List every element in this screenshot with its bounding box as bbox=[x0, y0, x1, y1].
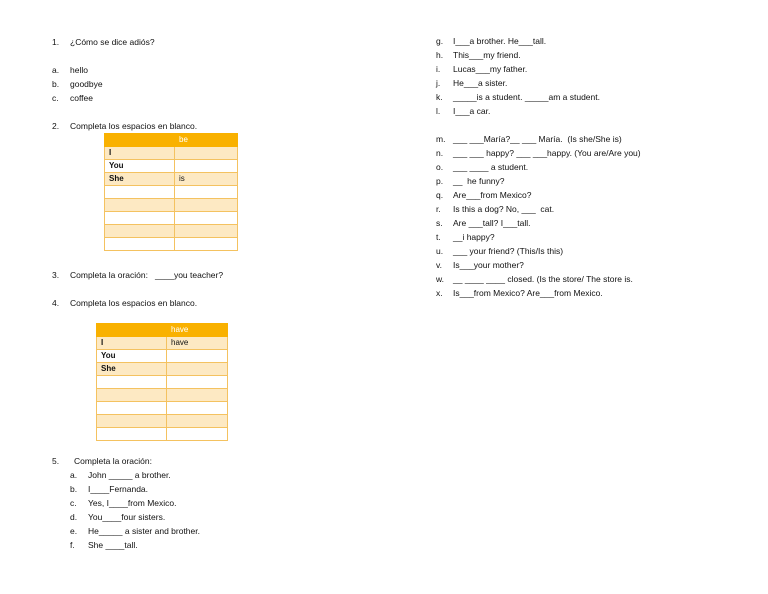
table-header-cell bbox=[97, 324, 167, 337]
question-number: 3. bbox=[52, 270, 60, 280]
item-text: I___a brother. He___tall. bbox=[453, 36, 547, 46]
sentence-item-u bbox=[436, 246, 563, 257]
table-row bbox=[97, 389, 228, 402]
sentence-item-c bbox=[70, 498, 177, 509]
pronoun-cell: You bbox=[105, 160, 175, 173]
question-text: Completa la oración: bbox=[74, 456, 152, 466]
answer-cell[interactable] bbox=[167, 350, 228, 363]
answer-cell[interactable] bbox=[167, 415, 228, 428]
sentence-item-b bbox=[70, 484, 148, 495]
have-conjugation-table bbox=[96, 323, 228, 441]
option-c bbox=[52, 93, 93, 104]
sentence-item-a bbox=[70, 470, 171, 481]
answer-cell[interactable] bbox=[167, 376, 228, 389]
answer-cell[interactable] bbox=[167, 402, 228, 415]
table-header-row bbox=[97, 324, 228, 337]
table-row bbox=[97, 363, 228, 376]
item-letter: i. bbox=[436, 64, 441, 74]
answer-cell[interactable] bbox=[175, 225, 238, 238]
table-row bbox=[97, 428, 228, 441]
item-text: Is___your mother? bbox=[453, 260, 524, 270]
item-text: Yes, I____from Mexico. bbox=[88, 498, 177, 508]
item-letter: s. bbox=[436, 218, 443, 228]
item-letter: d. bbox=[70, 512, 78, 522]
pronoun-cell[interactable] bbox=[105, 238, 175, 251]
answer-cell[interactable] bbox=[167, 363, 228, 376]
item-text: Are ___tall? I___tall. bbox=[453, 218, 531, 228]
answer-cell[interactable] bbox=[175, 199, 238, 212]
question-text: ¿Cómo se dice adiós? bbox=[70, 37, 155, 47]
item-text: This___my friend. bbox=[453, 50, 521, 60]
question-2 bbox=[52, 121, 197, 132]
answer-cell[interactable] bbox=[175, 160, 238, 173]
question-text: Completa los espacios en blanco. bbox=[70, 298, 198, 308]
pronoun-cell[interactable] bbox=[97, 389, 167, 402]
answer-cell[interactable] bbox=[175, 147, 238, 160]
table-header-row bbox=[105, 134, 238, 147]
question-number: 2. bbox=[52, 121, 60, 131]
option-b bbox=[52, 79, 103, 90]
table-row bbox=[97, 376, 228, 389]
sentence-item-h bbox=[436, 50, 521, 61]
item-letter: c. bbox=[70, 498, 77, 508]
item-text: Lucas___my father. bbox=[453, 64, 528, 74]
item-letter: l. bbox=[436, 106, 441, 116]
item-text: John _____ a brother. bbox=[88, 470, 171, 480]
item-text: __ he funny? bbox=[453, 176, 505, 186]
sentence-item-s bbox=[436, 218, 531, 229]
table-row bbox=[105, 225, 238, 238]
question-5 bbox=[52, 456, 152, 467]
table-row bbox=[97, 415, 228, 428]
sentence-item-p bbox=[436, 176, 505, 187]
sentence-item-l bbox=[436, 106, 490, 117]
option-letter: c. bbox=[52, 93, 59, 103]
table-header-cell: have bbox=[167, 324, 228, 337]
item-letter: o. bbox=[436, 162, 444, 172]
table-row bbox=[105, 160, 238, 173]
answer-cell[interactable]: is bbox=[175, 173, 238, 186]
sentence-item-e bbox=[70, 526, 200, 537]
question-text: Completa los espacios en blanco. bbox=[70, 121, 198, 131]
sentence-item-m bbox=[436, 134, 622, 145]
sentence-item-v bbox=[436, 260, 524, 271]
question-1 bbox=[52, 37, 155, 48]
item-text: ___ ____ a student. bbox=[453, 162, 529, 172]
item-text: __i happy? bbox=[453, 232, 495, 242]
pronoun-cell: I bbox=[105, 147, 175, 160]
pronoun-cell[interactable] bbox=[97, 402, 167, 415]
item-letter: x. bbox=[436, 288, 443, 298]
item-letter: f. bbox=[70, 540, 75, 550]
item-text: He_____ a sister and brother. bbox=[88, 526, 200, 536]
question-text: Completa la oración: ____you teacher? bbox=[70, 270, 224, 280]
option-text: goodbye bbox=[70, 79, 103, 89]
sentence-item-q bbox=[436, 190, 531, 201]
table-row bbox=[105, 173, 238, 186]
question-number: 1. bbox=[52, 37, 60, 47]
item-text: I____Fernanda. bbox=[88, 484, 149, 494]
sentence-item-n bbox=[436, 148, 641, 159]
pronoun-cell: You bbox=[97, 350, 167, 363]
pronoun-cell: She bbox=[105, 173, 175, 186]
answer-cell[interactable] bbox=[175, 186, 238, 199]
sentence-item-w bbox=[436, 274, 633, 285]
sentence-item-i bbox=[436, 64, 527, 75]
sentence-item-d bbox=[70, 512, 165, 523]
item-text: __ ____ ____ closed. (Is the store/ The store is. bbox=[453, 274, 633, 284]
answer-cell[interactable]: have bbox=[167, 337, 228, 350]
table-row bbox=[97, 402, 228, 415]
item-letter: g. bbox=[436, 36, 444, 46]
sentence-item-o bbox=[436, 162, 528, 173]
item-text: ___ your friend? (This/Is this) bbox=[453, 246, 564, 256]
sentence-item-t bbox=[436, 232, 495, 243]
item-text: You____four sisters. bbox=[88, 512, 166, 522]
table-row bbox=[105, 199, 238, 212]
sentence-item-g bbox=[436, 36, 546, 47]
answer-cell[interactable] bbox=[175, 238, 238, 251]
pronoun-cell[interactable] bbox=[105, 186, 175, 199]
item-letter: m. bbox=[436, 134, 446, 144]
item-text: He___a sister. bbox=[453, 78, 508, 88]
table-header-cell bbox=[105, 134, 175, 147]
table-row bbox=[105, 186, 238, 199]
option-a bbox=[52, 65, 88, 76]
sentence-item-k bbox=[436, 92, 600, 103]
item-letter: j. bbox=[436, 78, 441, 88]
be-conjugation-table bbox=[104, 133, 238, 251]
item-text: _____is a student. _____am a student. bbox=[453, 92, 600, 102]
pronoun-cell[interactable] bbox=[97, 415, 167, 428]
item-letter: r. bbox=[436, 204, 441, 214]
sentence-item-f bbox=[70, 540, 138, 551]
item-letter: w. bbox=[436, 274, 445, 284]
item-text: I___a car. bbox=[453, 106, 491, 116]
item-letter: h. bbox=[436, 50, 444, 60]
pronoun-cell[interactable] bbox=[105, 225, 175, 238]
option-letter: b. bbox=[52, 79, 60, 89]
item-letter: u. bbox=[436, 246, 444, 256]
question-4 bbox=[52, 298, 197, 309]
question-number: 5. bbox=[52, 456, 60, 466]
answer-cell[interactable] bbox=[167, 428, 228, 441]
option-letter: a. bbox=[52, 65, 60, 75]
sentence-item-j bbox=[436, 78, 507, 89]
item-text: ___ ___María?__ ___ María. (Is she/She is) bbox=[453, 134, 622, 144]
table-row bbox=[105, 212, 238, 225]
pronoun-cell[interactable] bbox=[105, 199, 175, 212]
item-text: She ____tall. bbox=[88, 540, 138, 550]
item-letter: v. bbox=[436, 260, 442, 270]
item-letter: q. bbox=[436, 190, 444, 200]
item-text: Is___from Mexico? Are___from Mexico. bbox=[453, 288, 603, 298]
item-letter: a. bbox=[70, 470, 78, 480]
table-row bbox=[105, 238, 238, 251]
table-row bbox=[105, 147, 238, 160]
item-letter: e. bbox=[70, 526, 78, 536]
pronoun-cell: I bbox=[97, 337, 167, 350]
item-text: Is this a dog? No, ___ cat. bbox=[453, 204, 555, 214]
table-row bbox=[97, 350, 228, 363]
sentence-item-r bbox=[436, 204, 554, 215]
pronoun-cell[interactable] bbox=[97, 428, 167, 441]
question-3 bbox=[52, 270, 223, 281]
table-header-cell: be bbox=[175, 134, 238, 147]
table-row bbox=[97, 337, 228, 350]
item-letter: k. bbox=[436, 92, 443, 102]
item-letter: p. bbox=[436, 176, 444, 186]
pronoun-cell[interactable] bbox=[97, 376, 167, 389]
option-text: coffee bbox=[70, 93, 94, 103]
sentence-item-x bbox=[436, 288, 603, 299]
item-text: Are___from Mexico? bbox=[453, 190, 532, 200]
item-letter: t. bbox=[436, 232, 441, 242]
question-number: 4. bbox=[52, 298, 60, 308]
answer-cell[interactable] bbox=[175, 212, 238, 225]
pronoun-cell[interactable] bbox=[105, 212, 175, 225]
pronoun-cell: She bbox=[97, 363, 167, 376]
item-letter: b. bbox=[70, 484, 78, 494]
item-text: ___ ___ happy? ___ ___happy. (You are/Are you) bbox=[453, 148, 641, 158]
item-letter: n. bbox=[436, 148, 444, 158]
answer-cell[interactable] bbox=[167, 389, 228, 402]
option-text: hello bbox=[70, 65, 88, 75]
